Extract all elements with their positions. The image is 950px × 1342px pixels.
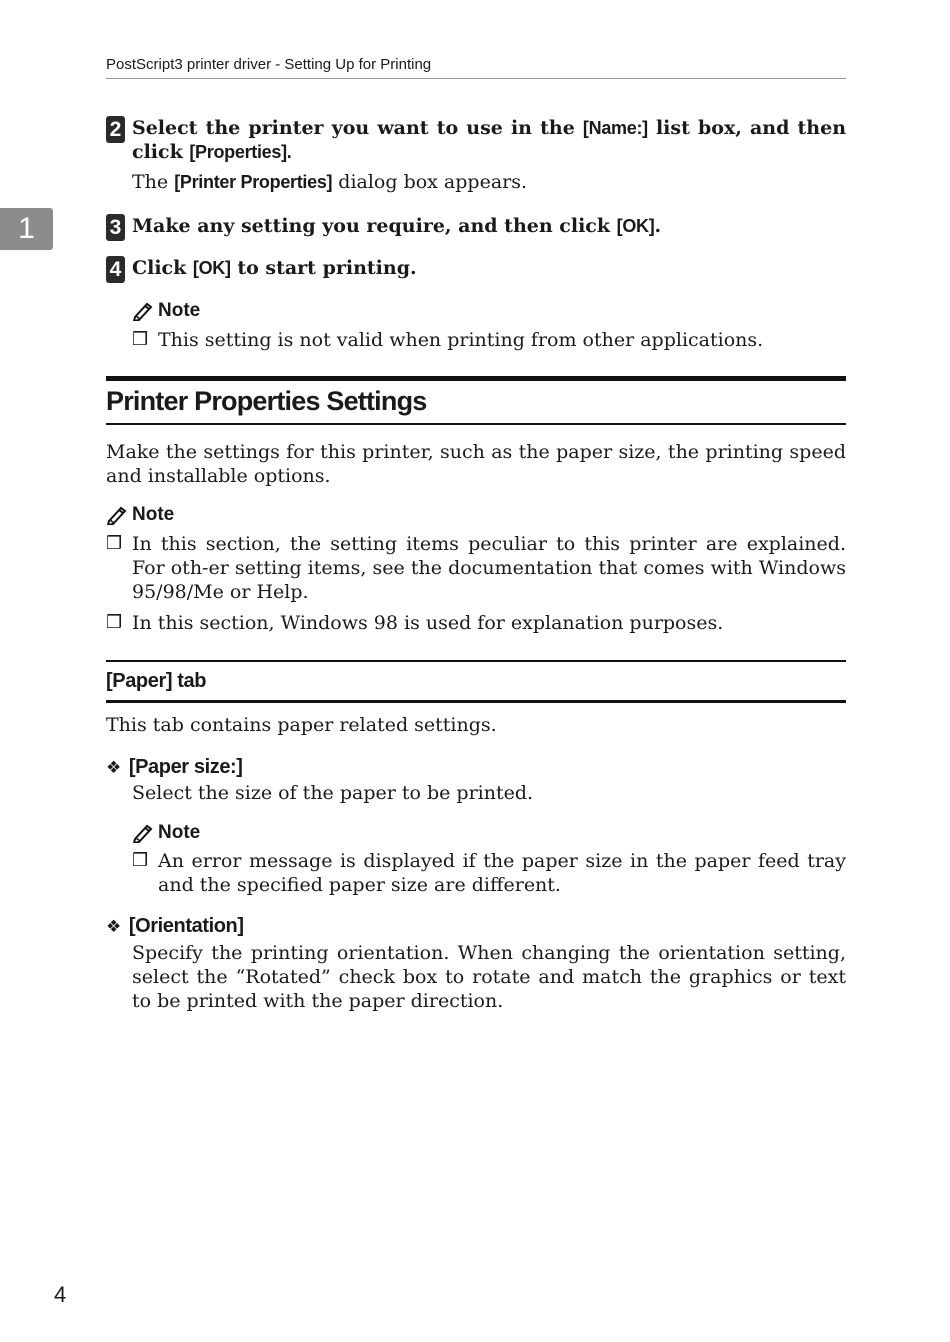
section-top-rule — [106, 376, 846, 381]
item-description: Specify the printing orientation. When changing the orientation setting, select the “Rotated” check box to rotate and match the graphics or text to be printed with the paper direction. — [132, 942, 846, 1012]
item-description: Select the size of the paper to be printed. — [132, 782, 534, 804]
diamond-bullet-icon: ❖ — [106, 917, 121, 937]
checkbox-bullet-icon: ❒ — [106, 533, 123, 554]
step-instruction: Select the printer you want to use in the [Name:] list box, and then click [Properties]. — [132, 117, 847, 163]
step-number-badge: 4 — [106, 256, 125, 283]
step-number-badge: 2 — [106, 116, 125, 143]
step-4 — [106, 256, 846, 280]
checkbox-bullet-icon: ❒ — [132, 329, 149, 350]
note-heading: Note — [132, 300, 200, 322]
printer-properties-ref: [Printer Properties] — [174, 172, 333, 192]
chapter-tab: 1 — [0, 208, 53, 250]
name-button-ref: [Name:] — [582, 118, 648, 138]
step-number-badge: 3 — [106, 214, 125, 241]
page-number: 4 — [54, 1282, 67, 1307]
item-heading: ❖ [Paper size:] — [106, 756, 243, 778]
subsection-title: [Paper] tab — [106, 660, 846, 703]
pencil-icon — [132, 301, 154, 321]
note-item: ❒ In this section, the setting items peculiar to this printer are explained. For oth-er setting items, see the documentation that comes with Windows 95/98/Me or Help. — [106, 533, 846, 603]
note-heading: Note — [106, 504, 174, 526]
step-2 — [106, 116, 846, 194]
item-heading: ❖ [Orientation] — [106, 915, 244, 937]
subsection-intro: This tab contains paper related settings. — [106, 714, 497, 736]
step-instruction: Click [OK] to start printing. — [132, 257, 417, 279]
checkbox-bullet-icon: ❒ — [106, 612, 123, 633]
note-heading: Note — [132, 822, 200, 844]
pencil-icon — [106, 505, 128, 525]
section-intro: Make the settings for this printer, such as the paper size, the printing speed and installable options. — [106, 441, 846, 487]
note-item: ❒ An error message is displayed if the paper size in the paper feed tray and the specified paper size are different. — [132, 850, 846, 896]
ok-button-ref: [OK] — [192, 258, 231, 278]
properties-button-ref: [Properties]. — [189, 142, 292, 162]
step-instruction: Make any setting you require, and then click [OK]. — [132, 215, 662, 237]
section-title: Printer Properties Settings — [106, 386, 846, 425]
step-3 — [106, 214, 846, 238]
step-result: The [Printer Properties] dialog box appears. — [132, 171, 528, 193]
pencil-icon — [132, 823, 154, 843]
ok-button-ref: [OK] — [616, 216, 655, 236]
checkbox-bullet-icon: ❒ — [132, 850, 149, 871]
running-header: PostScript3 printer driver - Setting Up for Printing — [106, 56, 846, 79]
note-item: ❒ This setting is not valid when printing from other applications. — [132, 329, 764, 351]
diamond-bullet-icon: ❖ — [106, 758, 121, 778]
note-item: ❒ In this section, Windows 98 is used for explanation purposes. — [106, 612, 724, 634]
